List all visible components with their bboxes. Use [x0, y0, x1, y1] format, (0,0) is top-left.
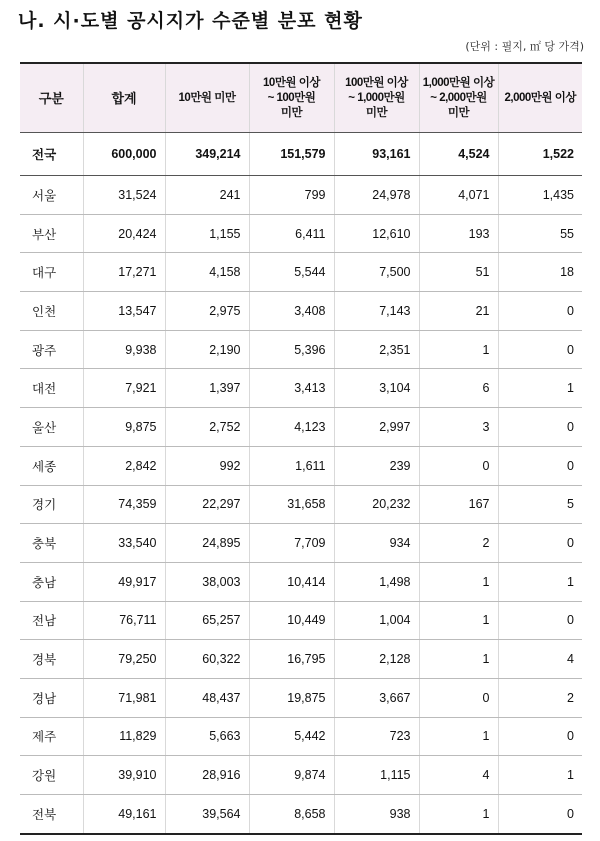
- value-cell: 3,413: [249, 369, 334, 408]
- column-header: 1,000만원 이상 ~ 2,000만원 미만: [419, 63, 498, 133]
- column-header: 100만원 이상 ~ 1,000만원 미만: [334, 63, 419, 133]
- region-cell: 전국: [20, 133, 83, 176]
- value-cell: 5,544: [249, 253, 334, 292]
- table-row: [20, 408, 582, 447]
- value-cell: 20,232: [334, 485, 419, 524]
- value-cell: 1: [419, 640, 498, 679]
- value-cell: 2,190: [165, 330, 249, 369]
- region-cell: 제주: [20, 717, 83, 756]
- value-cell: 2,975: [165, 292, 249, 331]
- table-row: [20, 485, 582, 524]
- value-cell: 2: [498, 678, 582, 717]
- value-cell: 51: [419, 253, 498, 292]
- table-row: [20, 640, 582, 679]
- value-cell: 5,663: [165, 717, 249, 756]
- region-cell: 전북: [20, 795, 83, 834]
- value-cell: 48,437: [165, 678, 249, 717]
- value-cell: 0: [419, 678, 498, 717]
- table-row: [20, 524, 582, 563]
- value-cell: 2,997: [334, 408, 419, 447]
- distribution-table: [20, 62, 582, 835]
- table-header: [20, 63, 582, 133]
- value-cell: 38,003: [165, 562, 249, 601]
- value-cell: 1: [419, 795, 498, 834]
- value-cell: 7,709: [249, 524, 334, 563]
- column-header: 2,000만원 이상: [498, 63, 582, 133]
- value-cell: 4,071: [419, 176, 498, 215]
- value-cell: 39,564: [165, 795, 249, 834]
- value-cell: 22,297: [165, 485, 249, 524]
- value-cell: 1,435: [498, 176, 582, 215]
- value-cell: 4,158: [165, 253, 249, 292]
- value-cell: 7,500: [334, 253, 419, 292]
- value-cell: 934: [334, 524, 419, 563]
- table-row: [20, 369, 582, 408]
- value-cell: 239: [334, 446, 419, 485]
- value-cell: 13,547: [83, 292, 165, 331]
- value-cell: 24,978: [334, 176, 419, 215]
- value-cell: 28,916: [165, 756, 249, 795]
- value-cell: 1: [498, 369, 582, 408]
- region-cell: 전남: [20, 601, 83, 640]
- column-header: 10만원 이상 ~ 100만원 미만: [249, 63, 334, 133]
- column-header: 합계: [83, 63, 165, 133]
- value-cell: 1: [419, 717, 498, 756]
- value-cell: 1,611: [249, 446, 334, 485]
- value-cell: 60,322: [165, 640, 249, 679]
- table-row: [20, 795, 582, 834]
- value-cell: 0: [498, 446, 582, 485]
- value-cell: 9,938: [83, 330, 165, 369]
- value-cell: 4,123: [249, 408, 334, 447]
- value-cell: 11,829: [83, 717, 165, 756]
- value-cell: 0: [498, 330, 582, 369]
- column-header: 구분: [20, 63, 83, 133]
- region-cell: 경남: [20, 678, 83, 717]
- value-cell: 151,579: [249, 133, 334, 176]
- region-cell: 부산: [20, 214, 83, 253]
- value-cell: 49,161: [83, 795, 165, 834]
- region-cell: 강원: [20, 756, 83, 795]
- value-cell: 93,161: [334, 133, 419, 176]
- table-row: [20, 330, 582, 369]
- value-cell: 1,498: [334, 562, 419, 601]
- header-row: [20, 63, 582, 133]
- value-cell: 20,424: [83, 214, 165, 253]
- value-cell: 31,658: [249, 485, 334, 524]
- value-cell: 5: [498, 485, 582, 524]
- value-cell: 600,000: [83, 133, 165, 176]
- table-row: [20, 214, 582, 253]
- value-cell: 0: [498, 524, 582, 563]
- value-cell: 1,155: [165, 214, 249, 253]
- table-row: [20, 678, 582, 717]
- value-cell: 167: [419, 485, 498, 524]
- region-cell: 대전: [20, 369, 83, 408]
- table-row: [20, 292, 582, 331]
- region-cell: 서울: [20, 176, 83, 215]
- value-cell: 1: [498, 562, 582, 601]
- value-cell: 19,875: [249, 678, 334, 717]
- region-cell: 광주: [20, 330, 83, 369]
- region-cell: 인천: [20, 292, 83, 331]
- region-cell: 대구: [20, 253, 83, 292]
- value-cell: 2: [419, 524, 498, 563]
- table-body: [20, 133, 582, 834]
- region-cell: 세종: [20, 446, 83, 485]
- table-row: [20, 601, 582, 640]
- value-cell: 33,540: [83, 524, 165, 563]
- value-cell: 1: [419, 330, 498, 369]
- section-title: 나. 시·도별 공시지가 수준별 분포 현황: [18, 10, 363, 32]
- value-cell: 0: [498, 292, 582, 331]
- value-cell: 4,524: [419, 133, 498, 176]
- value-cell: 6: [419, 369, 498, 408]
- table-row: [20, 562, 582, 601]
- value-cell: 799: [249, 176, 334, 215]
- value-cell: 3,667: [334, 678, 419, 717]
- region-cell: 경기: [20, 485, 83, 524]
- value-cell: 5,442: [249, 717, 334, 756]
- table-row: [20, 446, 582, 485]
- value-cell: 938: [334, 795, 419, 834]
- value-cell: 76,711: [83, 601, 165, 640]
- value-cell: 1: [419, 601, 498, 640]
- value-cell: 55: [498, 214, 582, 253]
- value-cell: 3: [419, 408, 498, 447]
- value-cell: 3,104: [334, 369, 419, 408]
- value-cell: 65,257: [165, 601, 249, 640]
- value-cell: 16,795: [249, 640, 334, 679]
- value-cell: 10,449: [249, 601, 334, 640]
- value-cell: 79,250: [83, 640, 165, 679]
- table-row: [20, 756, 582, 795]
- value-cell: 74,359: [83, 485, 165, 524]
- table-row: [20, 176, 582, 215]
- value-cell: 49,917: [83, 562, 165, 601]
- value-cell: 2,752: [165, 408, 249, 447]
- value-cell: 2,128: [334, 640, 419, 679]
- value-cell: 5,396: [249, 330, 334, 369]
- unit-note: (단위 : 필지, ㎡ 당 가격): [465, 40, 584, 53]
- value-cell: 241: [165, 176, 249, 215]
- value-cell: 7,143: [334, 292, 419, 331]
- value-cell: 1,115: [334, 756, 419, 795]
- value-cell: 17,271: [83, 253, 165, 292]
- value-cell: 12,610: [334, 214, 419, 253]
- region-cell: 울산: [20, 408, 83, 447]
- value-cell: 349,214: [165, 133, 249, 176]
- value-cell: 0: [498, 795, 582, 834]
- value-cell: 4: [419, 756, 498, 795]
- value-cell: 9,874: [249, 756, 334, 795]
- value-cell: 3,408: [249, 292, 334, 331]
- value-cell: 0: [498, 408, 582, 447]
- value-cell: 193: [419, 214, 498, 253]
- value-cell: 10,414: [249, 562, 334, 601]
- table-row: [20, 253, 582, 292]
- value-cell: 1,397: [165, 369, 249, 408]
- value-cell: 1,004: [334, 601, 419, 640]
- region-cell: 경북: [20, 640, 83, 679]
- region-cell: 충북: [20, 524, 83, 563]
- value-cell: 1: [419, 562, 498, 601]
- value-cell: 24,895: [165, 524, 249, 563]
- value-cell: 71,981: [83, 678, 165, 717]
- value-cell: 18: [498, 253, 582, 292]
- value-cell: 1: [498, 756, 582, 795]
- value-cell: 2,351: [334, 330, 419, 369]
- value-cell: 992: [165, 446, 249, 485]
- value-cell: 31,524: [83, 176, 165, 215]
- value-cell: 0: [419, 446, 498, 485]
- value-cell: 8,658: [249, 795, 334, 834]
- value-cell: 723: [334, 717, 419, 756]
- region-cell: 충남: [20, 562, 83, 601]
- value-cell: 21: [419, 292, 498, 331]
- table-row: [20, 717, 582, 756]
- value-cell: 1,522: [498, 133, 582, 176]
- value-cell: 39,910: [83, 756, 165, 795]
- value-cell: 9,875: [83, 408, 165, 447]
- value-cell: 0: [498, 601, 582, 640]
- column-header: 10만원 미만: [165, 63, 249, 133]
- value-cell: 6,411: [249, 214, 334, 253]
- total-row: [20, 133, 582, 176]
- value-cell: 0: [498, 717, 582, 756]
- value-cell: 2,842: [83, 446, 165, 485]
- value-cell: 4: [498, 640, 582, 679]
- value-cell: 7,921: [83, 369, 165, 408]
